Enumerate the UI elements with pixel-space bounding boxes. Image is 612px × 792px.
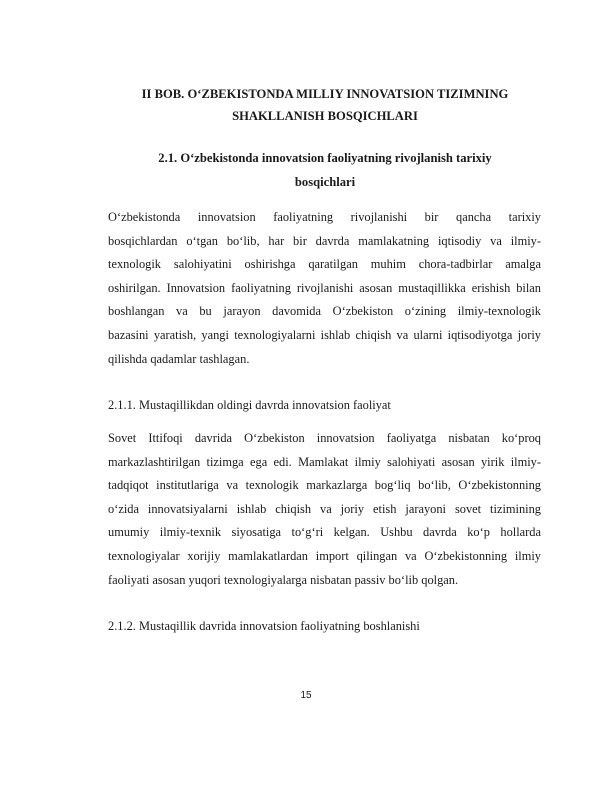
paragraph-line: Sovet Ittifoqi davrida O‘zbekiston innovatsion faoliyatga nisbatan ko‘proq: [108, 431, 541, 445]
paragraph-line: o‘zida innovatsiyalarni ishlab chiqish va joriy etish jarayoni sovet tizimining: [108, 501, 541, 516]
chapter-title-line-2: SHAKLLANISH BOSQICHLARI: [232, 109, 418, 123]
section-title: [110, 146, 540, 194]
paragraph-soviet-era: [108, 427, 541, 592]
page-number: 15: [300, 690, 312, 701]
paragraph-line: boshlangan va bu jarayon davomida O‘zbekiston o‘zining ilmiy-texnologik: [108, 304, 541, 319]
section-title-line-1: 2.1. O‘zbekistonda innovatsion faoliyatning rivojlanish tarixiy: [158, 151, 492, 165]
paragraph-line: oshirilgan. Innovatsion faoliyatning rivojlanishi asosan mustaqillikka erishish bilan: [108, 280, 541, 295]
paragraph-line: bazasini yaratish, yangi texnologiyalarni ishlab chiqish va ularni iqtisodiyotga joriy: [108, 327, 541, 342]
subsection-heading-2: 2.1.2. Mustaqillik davrida innovatsion faoliyatning boshlanishi: [108, 619, 420, 633]
paragraph-line: markazlashtirilgan tizimga ega edi. Mamlakat ilmiy salohiyati asosan yirik ilmiy-: [108, 454, 541, 469]
paragraph-line: bosqichlardan o‘tgan bo‘lib, har bir davrda mamlakatning iqtisodiy va ilmiy-: [108, 233, 541, 248]
subsection-heading-1: 2.1.1. Mustaqillikdan oldingi davrda innovatsion faoliyat: [108, 398, 391, 412]
paragraph-line: qilishda qadamlar tashlagan.: [108, 351, 250, 366]
paragraph-line: umumiy ilmiy-texnik siyosatiga to‘g‘ri kelgan. Ushbu davrda ko‘p hollarda: [108, 525, 541, 540]
chapter-title-line-1: II BOB. O‘ZBEKISTONDA MILLIY INNOVATSION TIZIMNING: [141, 87, 509, 101]
paragraph-line: texnologiyalar xorijiy mamlakatlardan import qilingan va O‘zbekistonning ilmiy: [108, 548, 541, 563]
paragraph-line: texnologik salohiyatini oshirishga qaratilgan muhim chora-tadbirlar amalga: [108, 257, 541, 272]
paragraph-line: O‘zbekistonda innovatsion faoliyatning rivojlanishi bir qancha tarixiy: [108, 210, 541, 224]
chapter-title: [90, 83, 560, 127]
paragraph-line: faoliyati asosan yuqori texnologiyalarga nisbatan passiv bo‘lib qolgan.: [108, 572, 459, 587]
paragraph-line: tadqiqot institutlariga va texnologik markazlarga bog‘liq bo‘lib, O‘zbekistonning: [108, 478, 541, 493]
paragraph-intro: [108, 206, 541, 371]
section-title-line-2: bosqichlari: [294, 175, 356, 189]
